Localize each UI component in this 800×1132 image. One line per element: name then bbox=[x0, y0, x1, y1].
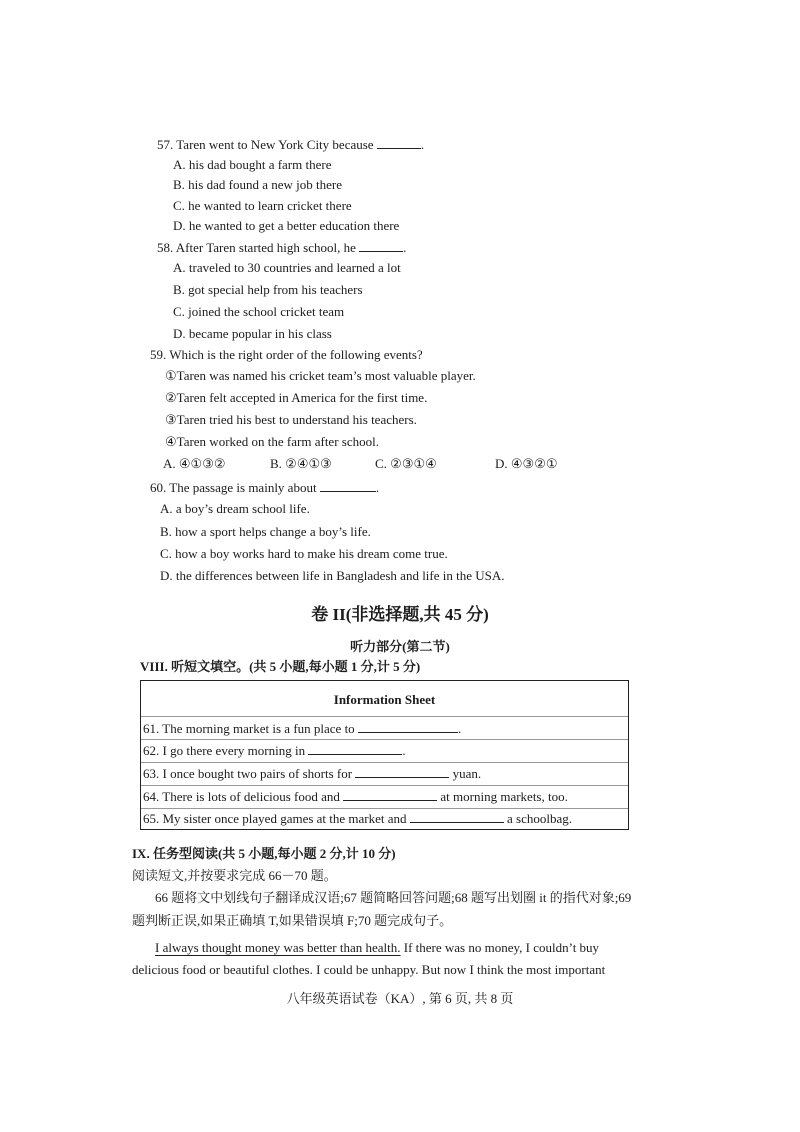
q57-option-d: D. he wanted to get a better education there bbox=[173, 218, 400, 233]
q60-option-b: B. how a sport helps change a boy’s life. bbox=[160, 524, 371, 539]
answer-blank bbox=[377, 136, 421, 149]
q60-option-c: C. how a boy works hard to make his dream come true. bbox=[160, 546, 448, 561]
q59-option-a: A. ④①③② bbox=[163, 456, 226, 471]
question-57-stem: 57. Taren went to New York City because . bbox=[157, 137, 425, 152]
question-59-stem: 59. Which is the right order of the following events? bbox=[150, 347, 423, 362]
divider bbox=[141, 716, 628, 717]
listening-subtitle: 听力部分(第二节) bbox=[350, 639, 450, 654]
q58-option-c: C. joined the school cricket team bbox=[173, 304, 345, 319]
underlined-sentence: I always thought money was better than health. bbox=[155, 940, 401, 955]
info-row-64: 64. There is lots of delicious food and at morning markets, too. bbox=[143, 789, 568, 804]
q58-option-d: D. became popular in his class bbox=[173, 326, 332, 341]
passage-line-2: delicious food or beautiful clothes. I could be unhappy. But now I think the most important bbox=[132, 962, 606, 977]
info-row-64-text: 64. There is lots of delicious food and bbox=[143, 789, 340, 804]
q59-event-2: ②Taren felt accepted in America for the first time. bbox=[165, 390, 428, 405]
q59-event-1: ①Taren was named his cricket team’s most valuable player. bbox=[165, 368, 476, 383]
part-8-heading: VIII. 听短文填空。(共 5 小题,每小题 1 分,计 5 分) bbox=[140, 659, 421, 674]
q60-option-a: A. a boy’s dream school life. bbox=[160, 501, 310, 516]
part-9-tasks-line-2: 题判断正误,如果正确填 T,如果错误填 F;70 题完成句子。 bbox=[132, 913, 453, 928]
q59-option-d: D. ④③②① bbox=[495, 456, 558, 471]
info-row-62-text: 62. I go there every morning in bbox=[143, 743, 306, 758]
info-row-65-text: 65. My sister once played games at the market and bbox=[143, 811, 407, 826]
part-9-instruction: 阅读短文,并按要求完成 66－70 题。 bbox=[132, 868, 337, 883]
info-row-62: 62. I go there every morning in . bbox=[143, 743, 406, 758]
page-footer: 八年级英语试卷（KA）, 第 6 页, 共 8 页 bbox=[286, 991, 514, 1006]
information-sheet-title: Information Sheet bbox=[333, 692, 436, 707]
passage-line-1: I always thought money was better than health. If there was no money, I couldn’t buy bbox=[155, 940, 600, 955]
fill-blank-62[interactable] bbox=[308, 742, 402, 755]
q58-option-b: B. got special help from his teachers bbox=[173, 282, 363, 297]
info-row-63: 63. I once bought two pairs of shorts for yuan. bbox=[143, 766, 482, 781]
q58-option-a: A. traveled to 30 countries and learned a lot bbox=[173, 260, 401, 275]
q57-option-c: C. he wanted to learn cricket there bbox=[173, 198, 352, 213]
part-9-heading: IX. 任务型阅读(共 5 小题,每小题 2 分,计 10 分) bbox=[132, 846, 396, 861]
info-row-61-text: 61. The morning market is a fun place to bbox=[143, 721, 355, 736]
question-60-stem: 60. The passage is mainly about . bbox=[150, 480, 380, 495]
fill-blank-65[interactable] bbox=[410, 810, 504, 823]
information-sheet bbox=[140, 680, 629, 830]
fill-blank-61[interactable] bbox=[358, 720, 458, 733]
info-row-65: 65. My sister once played games at the market and a schoolbag. bbox=[143, 811, 573, 826]
question-58-stem: 58. After Taren started high school, he . bbox=[157, 240, 407, 255]
q60-option-d: D. the differences between life in Bangladesh and life in the USA. bbox=[160, 568, 505, 583]
fill-blank-64[interactable] bbox=[343, 788, 437, 801]
q59-event-3: ③Taren tried his best to understand his teachers. bbox=[165, 412, 417, 427]
info-row-61: 61. The morning market is a fun place to . bbox=[143, 721, 462, 736]
q59-option-b: B. ②④①③ bbox=[270, 456, 332, 471]
answer-blank bbox=[359, 239, 403, 252]
section-2-title: 卷 II(非选择题,共 45 分) bbox=[311, 605, 489, 624]
answer-blank bbox=[320, 479, 376, 492]
fill-blank-63[interactable] bbox=[355, 765, 449, 778]
q59-event-4: ④Taren worked on the farm after school. bbox=[165, 434, 379, 449]
q57-option-b: B. his dad found a new job there bbox=[173, 177, 342, 192]
info-row-63-text: 63. I once bought two pairs of shorts for bbox=[143, 766, 353, 781]
q57-option-a: A. his dad bought a farm there bbox=[173, 157, 332, 172]
part-9-tasks-line-1: 66 题将文中划线句子翻译成汉语;67 题简略回答问题;68 题写出划圈 it 的指代对象;69 bbox=[155, 890, 632, 905]
q59-option-c: C. ②③①④ bbox=[375, 456, 437, 471]
